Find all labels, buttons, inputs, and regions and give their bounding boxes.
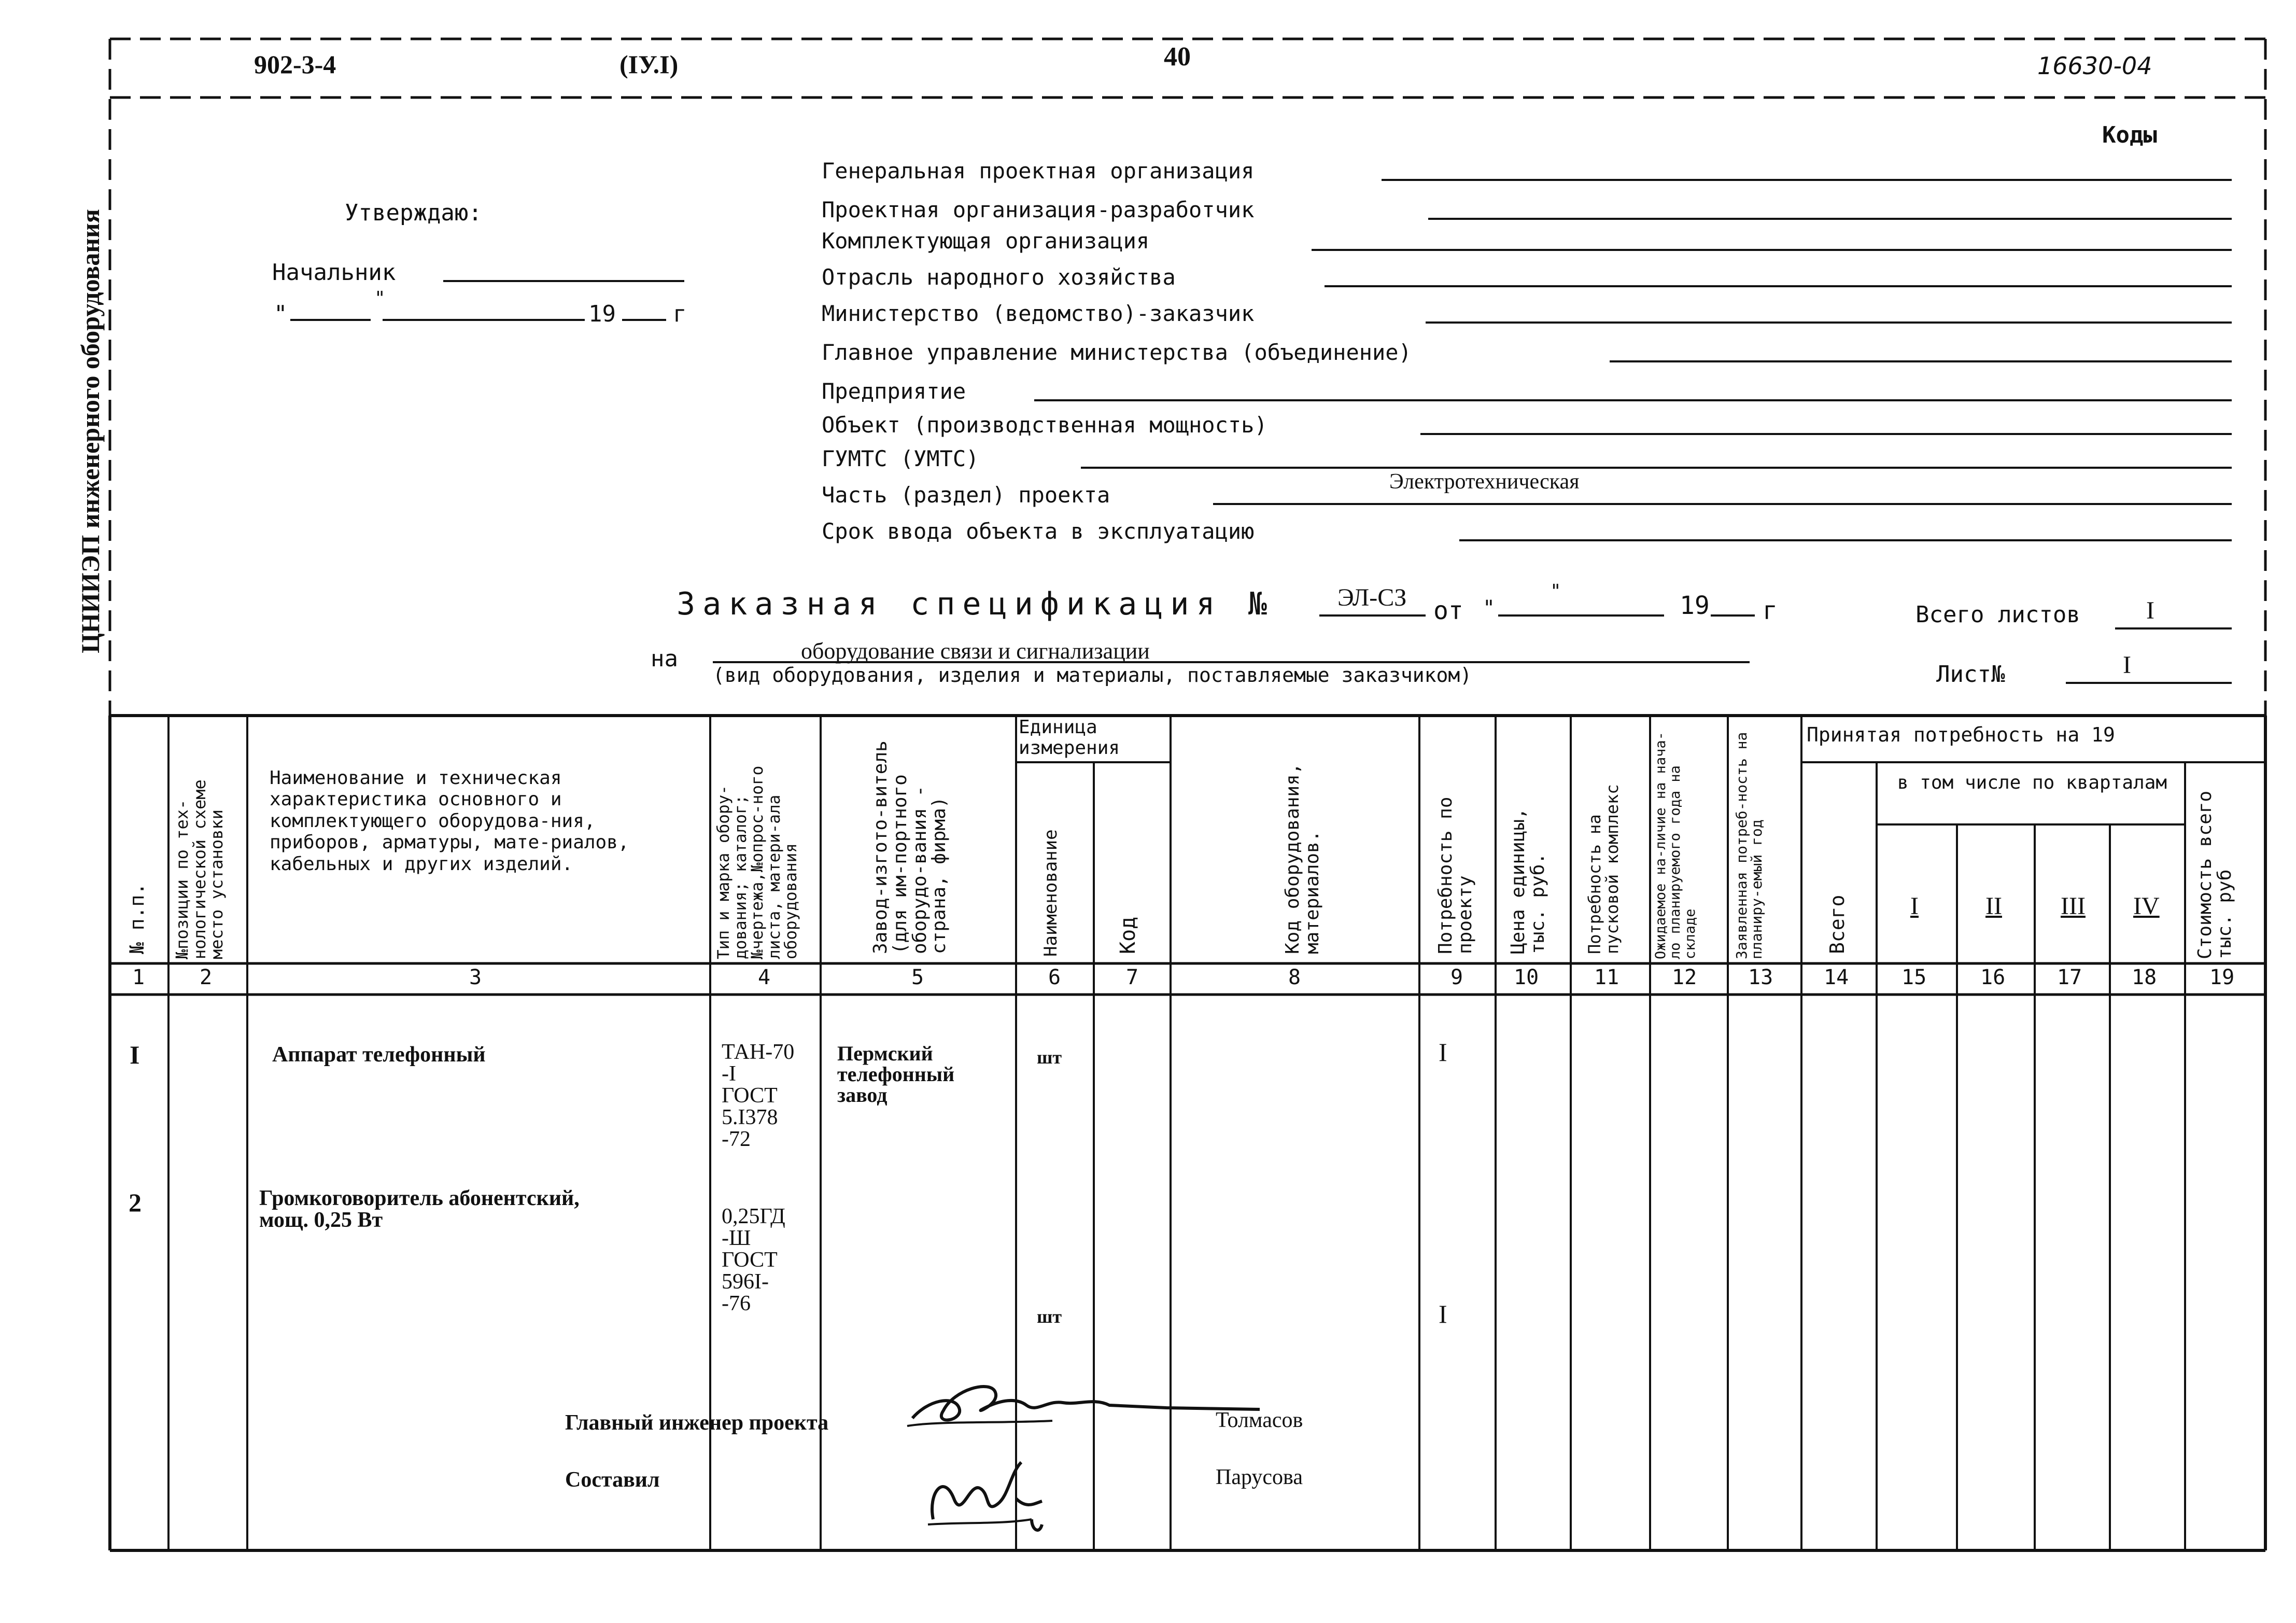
header-expected-stock: Ожидаемое на-личие на нача-ло планируемого года на складе — [1653, 732, 1698, 959]
col-number: 9 — [1450, 966, 1463, 989]
approval-year-line — [622, 319, 666, 321]
approval-quote-close: " — [374, 288, 386, 309]
header-name-characteristics: Наименование и техническая характеристика основного и комплектующего оборудова-ния, приборов, арматуры, мате-риалов, кабельных и других изделий. — [270, 767, 629, 875]
spec-subject-line — [713, 661, 1750, 663]
field-gumts-label: ГУМТС (УМТС) — [822, 446, 979, 471]
organization-side-label: ЦНИИЭП инженерного оборудования — [76, 209, 105, 653]
chief-engineer-name: Толмасов — [1216, 1408, 1303, 1432]
approval-day-line — [290, 319, 371, 321]
project-code: 902-3-4 — [254, 50, 336, 79]
field-industry-label: Отрасль народного хозяйства — [822, 264, 1176, 290]
codes-label: Коды — [2102, 122, 2157, 148]
spec-subject: оборудование связи и сигнализации — [801, 638, 1150, 664]
spec-date-quote-open: " — [1483, 596, 1496, 620]
sheet-value: I — [2123, 651, 2131, 679]
approval-quote-open: " — [274, 301, 288, 327]
field-object-label: Объект (производственная мощность) — [822, 412, 1267, 438]
header-unit-price: Цена единицы, тыс. руб. — [1508, 808, 1548, 954]
field-industry-line — [1325, 285, 2232, 287]
field-design-organization-line — [1428, 218, 2232, 220]
sheet-label: Лист№ — [1936, 661, 2005, 688]
field-equipping-organization-label: Комплектующая организация — [822, 228, 1150, 254]
col-number: 15 — [1901, 966, 1927, 989]
col-number: 4 — [758, 966, 771, 989]
row-1-unit: шт — [1037, 1047, 1062, 1068]
spec-number-line — [1319, 614, 1426, 617]
field-object-line — [1420, 433, 2232, 435]
total-sheets-label: Всего листов — [1915, 601, 2080, 628]
spec-number: ЭЛ-СЗ — [1337, 584, 1407, 611]
field-gumts-line — [1081, 467, 2232, 469]
col-number: 16 — [1980, 966, 2006, 989]
row-2-type: 0,25ГД -Ш ГОСТ 596I- -76 — [722, 1205, 785, 1316]
field-project-part-line — [1213, 503, 2232, 505]
col-number: 19 — [2209, 966, 2235, 989]
page-number: 40 — [1164, 42, 1191, 72]
col-number: 8 — [1288, 966, 1301, 989]
spec-subject-caption: (вид оборудования, изделия и материалы, поставляемые заказчиком) — [713, 664, 1472, 687]
header-quarter-3: III — [2061, 892, 2086, 920]
col-number: 14 — [1824, 966, 1849, 989]
header-quarter-4: IV — [2133, 892, 2160, 920]
field-commissioning-date-label: Срок ввода объекта в эксплуатацию — [822, 519, 1255, 544]
row-1-number: I — [130, 1040, 140, 1069]
chief-label: Начальник — [272, 259, 396, 286]
sheet-line — [2066, 682, 2232, 684]
header-unit-code: Код — [1116, 916, 1140, 954]
approval-year-prefix: 19 — [588, 301, 616, 327]
row-2-unit: шт — [1037, 1306, 1062, 1327]
field-project-part-label: Часть (раздел) проекта — [822, 482, 1110, 508]
spec-year-prefix: 19 — [1680, 591, 1710, 620]
field-main-directorate-label: Главное управление министерства (объединение) — [822, 340, 1412, 365]
header-row-number: № п.п. — [125, 883, 148, 954]
col-number: 12 — [1672, 966, 1697, 989]
header-quarter-2: II — [1985, 892, 2002, 920]
field-design-organization-label: Проектная организация-разработчик — [822, 197, 1255, 222]
row-2-number: 2 — [129, 1188, 142, 1217]
col-number: 6 — [1048, 966, 1061, 989]
field-general-organization-line — [1382, 179, 2232, 181]
header-demand-by-project: Потребность по проекту — [1435, 796, 1476, 954]
header-type-brand: Тип и марка обору-дования; каталог; №чертежа,№опрос-ного листа, матери-ала оборудования — [714, 765, 801, 959]
field-main-directorate-line — [1610, 360, 2232, 362]
row-1-name: Аппарат телефонный — [272, 1043, 486, 1067]
spec-date-month-line — [1576, 614, 1664, 617]
row-2-name: Громкоговоритель абонентский, мощ. 0,25 Вт — [259, 1186, 580, 1232]
approval-month-line — [383, 319, 585, 321]
col-number: 18 — [2132, 966, 2157, 989]
header-unit-name: Наименование — [1040, 829, 1061, 957]
field-ministry-label: Министерство (ведомство)-заказчик — [822, 301, 1255, 326]
chief-engineer-signature — [897, 1369, 1270, 1442]
spec-year-suffix: г — [1763, 596, 1778, 625]
row-2-quantity: I — [1439, 1299, 1447, 1328]
col-number: 2 — [200, 966, 213, 989]
spec-date-quote-close: " — [1550, 581, 1561, 602]
header-position: №позиции по тех-нологической схеме место установки — [172, 779, 227, 959]
field-commissioning-date-line — [1459, 539, 2232, 541]
header-manufacturer: Завод-изгото-витель (для им-портного оборудо-вания - страна, фирма) — [870, 740, 950, 954]
total-sheets-value: I — [2146, 597, 2154, 624]
field-ministry-line — [1426, 321, 2232, 324]
col-number: 7 — [1126, 966, 1139, 989]
col-number: 3 — [469, 966, 482, 989]
chief-signature-line — [443, 280, 684, 282]
col-number: 11 — [1594, 966, 1619, 989]
total-sheets-line — [2115, 627, 2232, 629]
spec-year-line — [1711, 614, 1755, 617]
header-unit-group: Единица измерения — [1019, 717, 1120, 759]
compiler-signature — [912, 1452, 1058, 1540]
row-1-quantity: I — [1439, 1038, 1447, 1067]
spec-on-label: на — [651, 646, 678, 672]
header-cost-total: Стоимость всего тыс. руб — [2194, 790, 2235, 959]
chief-engineer-label: Главный инженер проекта — [565, 1411, 829, 1435]
header-equipment-code: Код оборудования, материалов. — [1282, 763, 1323, 954]
col-number: 5 — [911, 966, 924, 989]
compiler-name: Парусова — [1216, 1465, 1303, 1489]
header-quarters-group: в том числе по кварталам — [1897, 772, 2167, 793]
col-number: 1 — [132, 966, 145, 989]
col-number: 10 — [1514, 966, 1539, 989]
field-enterprise-label: Предприятие — [822, 379, 966, 404]
col-number: 13 — [1748, 966, 1773, 989]
spec-from-label: от — [1433, 596, 1463, 625]
header-total: Всего — [1826, 894, 1849, 954]
field-equipping-organization-line — [1312, 249, 2232, 251]
col-number: 17 — [2057, 966, 2082, 989]
header-quarter-1: I — [1910, 892, 1919, 920]
volume-label: (IУ.I) — [619, 50, 679, 79]
header-demand-startup: Потребность на пусковой комплекс — [1585, 784, 1622, 954]
field-general-organization-label: Генеральная проектная организация — [822, 158, 1255, 184]
field-enterprise-line — [1034, 399, 2232, 401]
approval-year-suffix: г — [673, 301, 687, 327]
row-1-manufacturer: Пермский телефонный завод — [837, 1042, 955, 1107]
header-declared-demand: Заявленная потреб-ность на планиру-емый год — [1733, 732, 1766, 959]
document-number: 16630-04 — [2037, 52, 2152, 80]
approval-heading: Утверждаю: — [345, 200, 482, 226]
row-1-type: ТАН-70 -I ГОСТ 5.I378 -72 — [722, 1040, 795, 1151]
spec-title: Заказная спецификация № — [677, 586, 1274, 622]
compiler-label: Составил — [565, 1468, 660, 1492]
header-accepted-demand: Принятая потребность на 19 — [1807, 723, 2115, 746]
field-project-part-value: Электротехническая — [1389, 470, 1580, 494]
